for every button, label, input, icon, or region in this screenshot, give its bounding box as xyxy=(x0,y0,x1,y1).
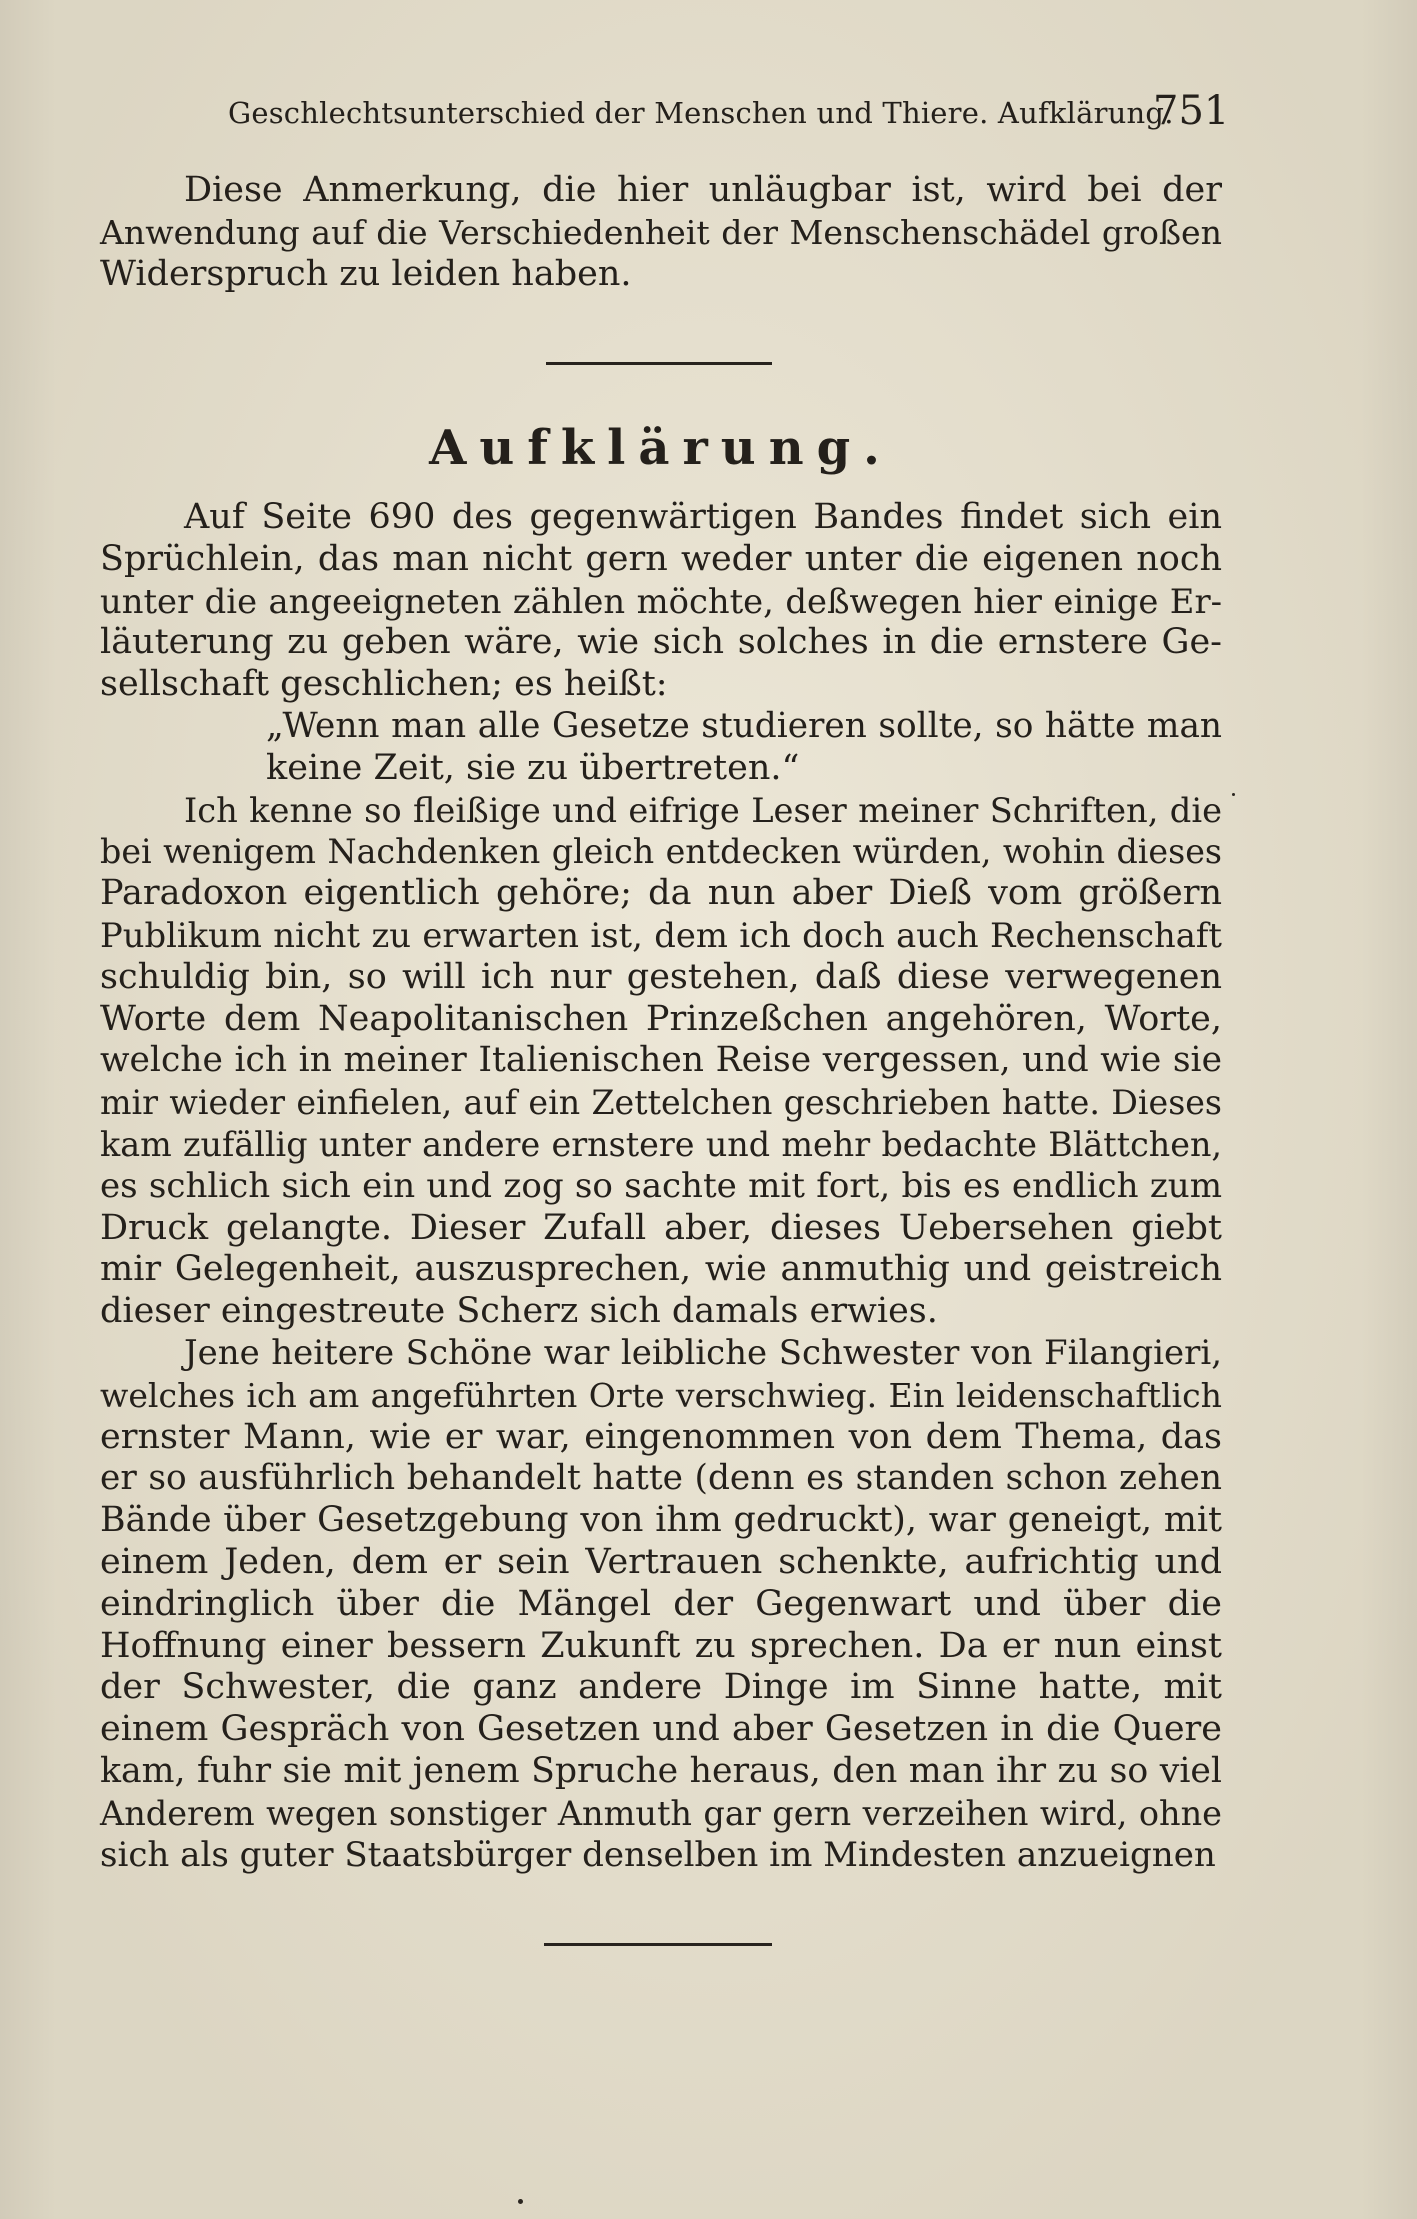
text-line: er so ausführlich behandelt hatte (denn es standen schon zehen xyxy=(100,1458,1222,1499)
text-line: einem Jeden, dem er sein Vertrauen schenkte, aufrichtig und xyxy=(100,1541,1222,1582)
text-line: kam, fuhr sie mit jenem Spruche heraus, den man ihr zu so viel xyxy=(100,1750,1222,1791)
body-text xyxy=(100,497,1222,1876)
text-line: unter die angeeigneten zählen möchte, deßwegen hier einige Er- xyxy=(100,581,1222,621)
text-line: welche ich in meiner Italienischen Reise vergessen, und wie sie xyxy=(100,1040,1222,1081)
text-line: kam zufällig unter andere ernstere und mehr bedachte Blättchen, xyxy=(100,1124,1222,1164)
text-line: Bände über Gesetzgebung von ihm gedruckt), war geneigt, mit xyxy=(100,1500,1222,1541)
text-line: Druck gelangte. Dieser Zufall aber, dieses Uebersehen giebt xyxy=(100,1207,1222,1248)
text-line: Sprüchlein, das man nicht gern weder unter die eigenen noch xyxy=(100,538,1222,579)
page-number: 751 xyxy=(1153,88,1230,134)
text-line: mir Gelegenheit, auszusprechen, wie anmuthig und geistreich xyxy=(100,1249,1222,1290)
text-line: welches ich am angeführten Orte verschwieg. Ein leidenschaftlich xyxy=(100,1375,1222,1415)
text-line: ernster Mann, wie er war, eingenommen von dem Thema, das xyxy=(100,1416,1222,1457)
text-line: Paradoxon eigentlich gehöre; da nun aber Dieß vom größern xyxy=(100,873,1222,914)
quote-line: keine Zeit, sie zu übertreten.“ xyxy=(266,747,800,788)
text-line: dieser eingestreute Scherz sich damals erwies. xyxy=(100,1291,938,1332)
text-line: Hoffnung einer bessern Zukunft zu sprechen. Da er nun einst xyxy=(100,1625,1222,1666)
text-line: Anderem wegen sonstiger Anmuth gar gern verzeihen wird, ohne xyxy=(100,1793,1222,1833)
section-divider xyxy=(546,362,772,365)
section-heading: Aufklärung. xyxy=(429,420,893,476)
text-line: Publikum nicht zu erwarten ist, dem ich doch auch Rechenschaft xyxy=(100,915,1222,955)
text-line: mir wieder einfielen, auf ein Zettelchen geschrieben hatte. Dieses xyxy=(100,1083,1222,1123)
text-line: Jene heitere Schöne war leibliche Schwester von Filangieri, xyxy=(184,1332,1222,1373)
intro-paragraph xyxy=(100,170,1222,295)
text-line: sich als guter Staatsbürger denselben im Mindesten anzueignen xyxy=(100,1834,1216,1875)
text-line: schuldig bin, so will ich nur gestehen, daß diese verwegenen xyxy=(100,956,1222,997)
print-speck xyxy=(518,2199,523,2204)
text-line: läuterung zu geben wäre, wie sich solches in die ernstere Ge- xyxy=(100,622,1222,663)
text-line: sellschaft geschlichen; es heißt: xyxy=(100,664,668,705)
text-line: Worte dem Neapolitanischen Prinzeßchen angehören, Worte, xyxy=(100,998,1222,1039)
text-line: einem Gespräch von Gesetzen und aber Gesetzen in die Quere xyxy=(100,1709,1222,1750)
text-line: Diese Anmerkung, die hier unläugbar ist, wird bei der xyxy=(184,170,1222,210)
text-line: der Schwester, die ganz andere Dinge im Sinne hatte, mit xyxy=(100,1667,1222,1708)
text-line: Anwendung auf die Verschiedenheit der Menschenschädel großen xyxy=(100,212,1222,252)
text-line: Ich kenne so fleißige und eifrige Leser meiner Schriften, die xyxy=(184,790,1222,830)
print-speck xyxy=(1232,793,1235,796)
text-line: Widerspruch zu leiden haben. xyxy=(100,253,632,294)
text-line: es schlich sich ein und zog so sachte mit fort, bis es endlich zum xyxy=(100,1165,1222,1206)
running-title: Geschlechtsunterschied der Menschen und Thiere. Aufklärung. xyxy=(228,96,1174,130)
text-line: Auf Seite 690 des gegenwärtigen Bandes findet sich ein xyxy=(184,497,1222,537)
closing-divider xyxy=(544,1943,772,1946)
quote-line: „Wenn man alle Gesetze studieren sollte, so hätte man xyxy=(266,705,1222,746)
text-line: eindringlich über die Mängel der Gegenwart und über die xyxy=(100,1583,1222,1624)
text-line: bei wenigem Nachdenken gleich entdecken würden, wohin dieses xyxy=(100,832,1222,872)
